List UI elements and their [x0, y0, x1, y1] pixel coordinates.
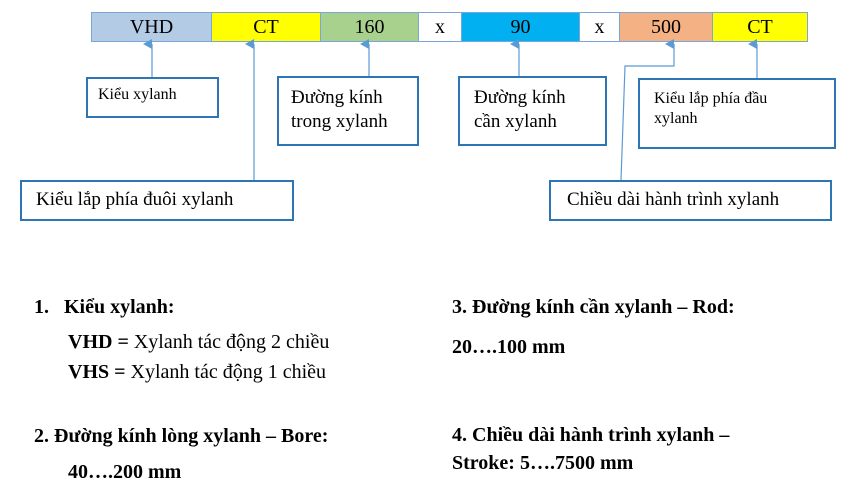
label-cylinder-type: [86, 77, 219, 118]
spec-option-code: VHD =: [68, 331, 129, 353]
spec-number: 1.: [34, 296, 49, 318]
spec-value: Stroke: 5….7500 mm: [452, 452, 634, 474]
spec-rod: [452, 295, 735, 360]
label-text: Chiều dài hành trình xylanh: [567, 189, 780, 210]
spec-cylinder-type: [34, 295, 329, 385]
label-text: Kiểu xylanh: [98, 86, 177, 103]
code-segment-text: CT: [253, 15, 279, 38]
spec-value: 40….200 mm: [68, 461, 182, 483]
code-segment-text: 90: [510, 15, 531, 38]
label-text: xylanh: [654, 110, 698, 127]
spec-option-desc: Xylanh tác động 2 chiều: [128, 331, 330, 353]
code-segment-text: x: [594, 15, 605, 38]
label-bore: [277, 76, 419, 146]
label-text: Đường kính: [474, 87, 566, 108]
spec-heading: [34, 295, 329, 320]
spec-option-code: VHS =: [68, 361, 126, 383]
label-text: trong xylanh: [291, 110, 388, 132]
label-text: Kiểu lắp phía đuôi xylanh: [36, 189, 234, 210]
label-stroke: [549, 180, 832, 221]
code-segment-text: CT: [747, 15, 773, 38]
spec-option-desc: Xylanh tác động 1 chiều: [125, 361, 327, 383]
spec-option-vhd: [34, 330, 329, 355]
spec-title: 4. Chiều dài hành trình xylanh –: [452, 424, 730, 446]
spec-bore: [34, 424, 328, 485]
label-rod: [458, 76, 607, 146]
code-segment-text: 160: [354, 15, 385, 38]
spec-value: 20….100 mm: [452, 336, 566, 358]
spec-title: Kiểu xylanh:: [64, 296, 175, 318]
label-front-mount: [638, 78, 836, 149]
code-segment-text: x: [435, 15, 445, 38]
spec-title: 3. Đường kính cần xylanh – Rod:: [452, 296, 735, 318]
spec-stroke: [452, 423, 729, 476]
label-text: cần xylanh: [474, 110, 557, 132]
code-segment-text: VHD: [129, 15, 174, 38]
label-rear-mount: [20, 180, 294, 221]
spec-option-vhs: [34, 360, 329, 385]
code-segment-text: 500: [651, 15, 681, 38]
label-text: Đường kính: [291, 87, 383, 108]
spec-title: 2. Đường kính lòng xylanh – Bore:: [34, 425, 329, 447]
label-text: Kiểu lắp phía đầu: [654, 90, 768, 107]
